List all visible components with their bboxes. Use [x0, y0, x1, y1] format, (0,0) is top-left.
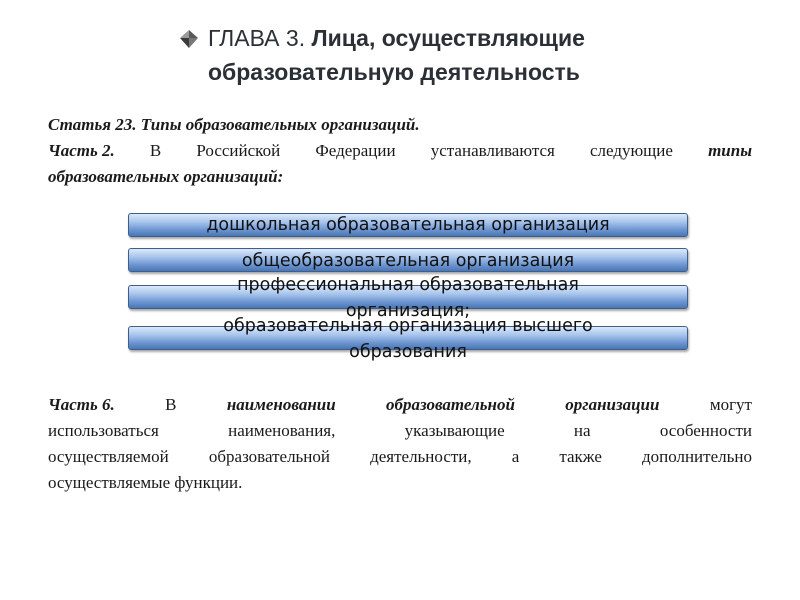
word: использоваться — [48, 421, 159, 440]
part-2-emphasis: образовательных организаций: — [48, 167, 284, 186]
word: осуществляемые функции. — [48, 473, 243, 492]
article-23-paragraph — [48, 112, 752, 190]
word: образовательной — [208, 447, 330, 466]
word-emphasis: наименовании — [226, 395, 336, 414]
part-6-row-1 — [48, 392, 752, 418]
article-heading: Статья 23. Типы образовательных организаций. — [48, 115, 420, 134]
word-emphasis: образовательной — [386, 395, 515, 414]
diamond-bullet-icon — [178, 29, 200, 49]
part-6-paragraph — [48, 392, 752, 496]
part-6-row-3 — [48, 444, 752, 470]
word: особенности — [659, 421, 752, 440]
word: дополнительно — [641, 447, 752, 466]
word: Федерации — [315, 141, 396, 160]
word: наименования, — [228, 421, 336, 440]
word: устанавливаются — [430, 141, 555, 160]
word: осуществляемой — [48, 447, 169, 466]
word: следующие — [589, 141, 673, 160]
org-type-label: общеобразовательная организация — [241, 251, 575, 271]
part-2-row-1 — [48, 138, 752, 164]
word: деятельности, — [370, 447, 472, 466]
word: В — [165, 395, 177, 414]
word: В — [149, 141, 162, 160]
word: Российской — [196, 141, 281, 160]
word: могут — [709, 395, 752, 414]
title-line-1 — [208, 25, 585, 52]
word: на — [573, 421, 591, 440]
part-2-row-2 — [48, 164, 752, 190]
org-type-label: профессиональная образовательная — [237, 275, 579, 295]
title-line-2: образовательную деятельность — [208, 59, 580, 85]
part-6-row-2 — [48, 418, 752, 444]
word-emphasis: типы — [708, 141, 752, 160]
chapter-label: ГЛАВА 3. — [208, 25, 306, 51]
word: а — [511, 447, 520, 466]
part-6-label: Часть 6. — [48, 395, 115, 414]
org-type-label-cont: организация; — [345, 301, 471, 321]
word: указывающие — [404, 421, 505, 440]
org-type-label-cont: образования — [349, 342, 467, 362]
word: также — [559, 447, 602, 466]
org-type-label: дошкольная образовательная организация — [206, 215, 610, 235]
word-emphasis: организации — [565, 395, 660, 414]
part-6-row-4 — [48, 470, 752, 496]
part-2-label: Часть 2. — [48, 141, 115, 160]
org-type-label: образовательная организация высшего — [223, 316, 593, 336]
title-line-1-text: Лица, осуществляющие — [311, 25, 585, 51]
article-heading-row — [48, 112, 752, 138]
